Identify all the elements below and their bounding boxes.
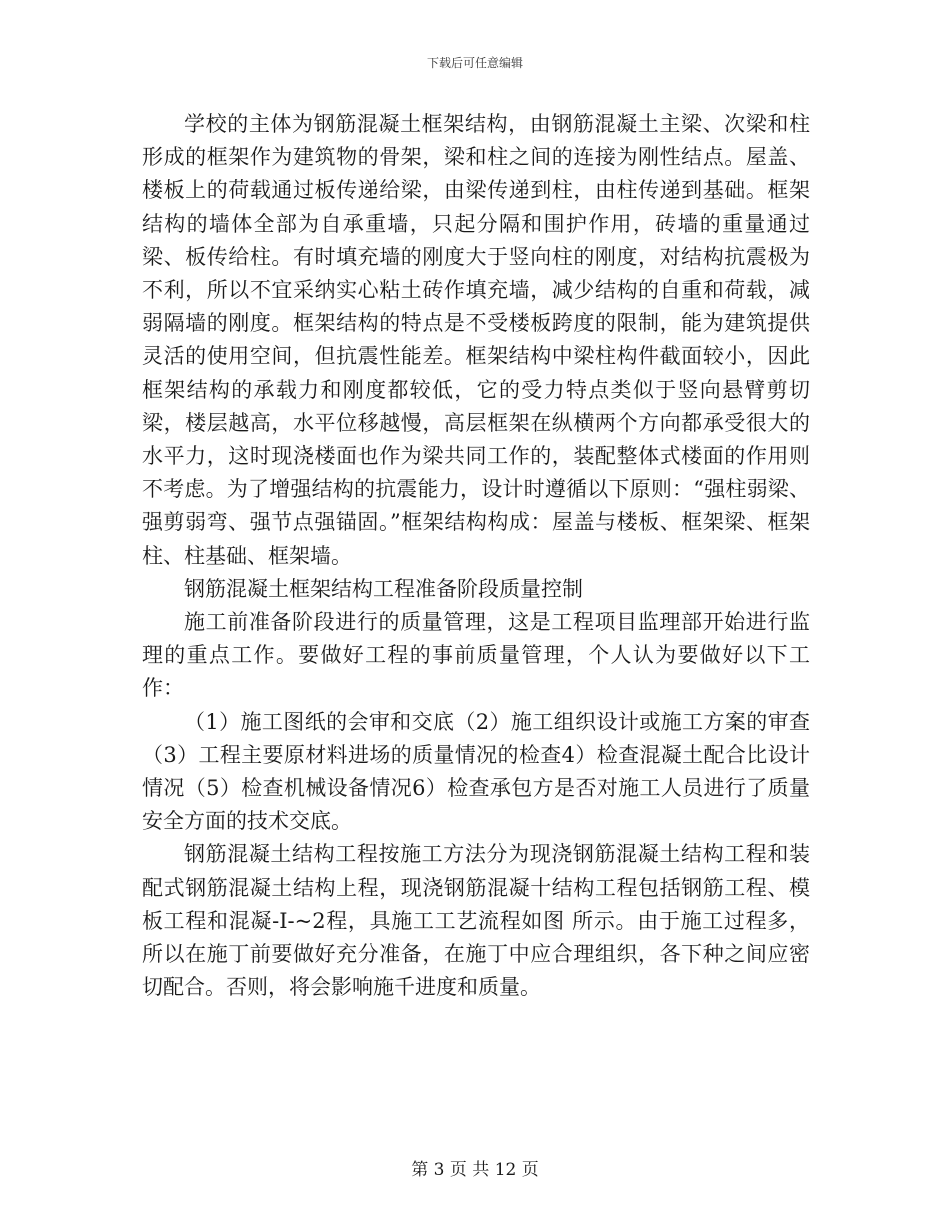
document-body (142, 108, 810, 1004)
paragraph-preparation-checklist: （1）施工图纸的会审和交底（2）施工组织设计或施工方案的审查（3）工程主要原材料进场的质量情况的检查4）检查混凝土配合比设计情况（5）检查机械设备情况6）检查承包方是否对施工人员进行了质量安全方面的技术交底。 (142, 709, 810, 834)
section-heading-quality-control: 钢筋混凝土框架结构工程准备阶段质量控制 (184, 576, 583, 601)
page-footer: 第 3 页 共 12 页 (411, 1160, 539, 1180)
paragraph-construction-methods: 钢筋混凝土结构工程按施工方法分为现浇钢筋混凝土结构工程和装配式钢筋混凝土结构上程，现浇钢筋混凝十结构工程包括钢筋工程、模板工程和混凝-I-~2程，具施工工艺流程如图 所示。由于施工过程多，所以在施丁前要做好充分准备，在施丁中应合理组织，各下种之间应密切配合。否则，将会影响施千进度和质量。 (142, 842, 810, 1000)
page-header: 下载后可任意编辑 (426, 56, 523, 70)
paragraph-preparation-management: 施工前准备阶段进行的质量管理，这是工程项目监理部开始进行监理的重点工作。要做好工程的事前质量管理，个人认为要做好以下工作： (142, 610, 810, 701)
paragraph-structure-overview: 学校的主体为钢筋混凝土框架结构，由钢筋混凝土主梁、次梁和柱形成的框架作为建筑物的骨架，梁和柱之间的连接为刚性结点。屋盖、楼板上的荷载通过板传递给梁，由梁传递到柱，由柱传递到基础。框架结构的墙体全部为自承重墙，只起分隔和围护作用，砖墙的重量通过梁、板传给柱。有时填充墙的刚度大于竖向柱的刚度，对结构抗震极为不利，所以不宜采纳实心粘土砖作填充墙，减少结构的自重和荷载，减弱隔墙的刚度。框架结构的特点是不受楼板跨度的限制，能为建筑提供灵活的使用空间，但抗震性能差。框架结构中梁柱构件截面较小，因此框架结构的承载力和刚度都较低，它的受力特点类似于竖向悬臂剪切梁，楼层越高，水平位移越慢，高层框架在纵横两个方向都承受很大的水平力，这时现浇楼面也作为梁共同工作的，装配整体式楼面的作用则不考虑。为了增强结构的抗震能力，设计时遵循以下原则：“强柱弱梁、强剪弱弯、强节点强锚固。”框架结构构成：屋盖与楼板、框架梁、框架柱、柱基础、框架墙。 (142, 112, 810, 568)
